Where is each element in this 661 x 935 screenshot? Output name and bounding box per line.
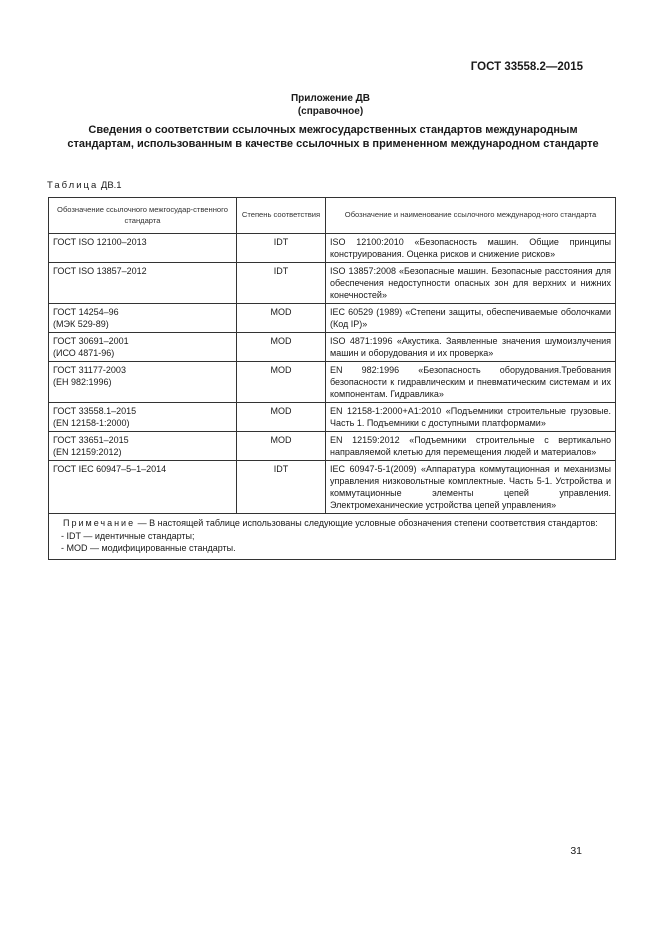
note-label: Примечание xyxy=(63,518,136,528)
note-item-idt: - IDT — идентичные стандарты; xyxy=(61,530,195,541)
table-caption-id: ДВ.1 xyxy=(100,180,122,191)
international-standard-cell: EN 12159:2012 «Подъемники строительные с вертикально направляемой клетью для перемещения людей и материалов» xyxy=(326,432,616,461)
degree-cell: MOD xyxy=(237,432,326,461)
page-number: 31 xyxy=(570,845,582,857)
table-row xyxy=(49,362,616,403)
national-code: ГОСТ 31177-2003 xyxy=(53,365,126,375)
degree-cell: IDT xyxy=(237,461,326,514)
table-row xyxy=(49,461,616,514)
national-code: ГОСТ IEC 60947–5–1–2014 xyxy=(53,464,167,474)
international-standard-cell: ISO 13857:2008 «Безопасные машин. Безопасные расстояния для обеспечения недоступности опасных зон для верхних и нижних конечностей» xyxy=(326,263,616,304)
table-note-row xyxy=(49,514,616,560)
table-row xyxy=(49,304,616,333)
international-standard-cell: ISO 12100:2010 «Безопасность машин. Общие принципы конструирования. Оценка рисков и снижение рисков» xyxy=(326,234,616,263)
national-alt-code: (МЭК 529-89) xyxy=(53,319,109,329)
column-header-international: Обозначение и наименование ссылочного международ-ного стандарта xyxy=(326,198,616,234)
national-standard-cell xyxy=(49,403,237,432)
column-header-degree: Степень соответствия xyxy=(237,198,326,234)
note-body: — В настоящей таблице использованы следующие условные обозначения степени соответствия стандартов: xyxy=(135,518,598,528)
degree-cell: MOD xyxy=(237,362,326,403)
table-header-row xyxy=(49,198,616,234)
degree-cell: MOD xyxy=(237,333,326,362)
international-standard-cell: ISO 4871:1996 «Акустика. Заявленные значения шумоизлучения машин и оборудования и их проверка» xyxy=(326,333,616,362)
international-standard-cell: IEC 60529 (1989) «Степени защиты, обеспечиваемые оболочками (Код IP)» xyxy=(326,304,616,333)
national-code: ГОСТ 33558.1–2015 xyxy=(53,406,137,416)
table-row xyxy=(49,234,616,263)
national-alt-code: (ЕН 982:1996) xyxy=(53,377,112,387)
main-title: Сведения о соответствии ссылочных межгосударственных стандартов международным стандартам, использованным в качестве ссылочных в примененном международном стандарте xyxy=(67,124,599,150)
table-row xyxy=(49,432,616,461)
national-standard-cell xyxy=(49,333,237,362)
degree-cell: IDT xyxy=(237,234,326,263)
national-standard-cell xyxy=(49,461,237,514)
annex-title: Приложение ДВ xyxy=(290,93,371,104)
degree-cell: MOD xyxy=(237,403,326,432)
national-code: ГОСТ 14254–96 xyxy=(53,307,119,317)
table-caption-prefix: Таблица xyxy=(47,180,99,191)
table-row xyxy=(49,263,616,304)
national-standard-cell xyxy=(49,362,237,403)
international-standard-cell: EN 12158-1:2000+A1:2010 «Подъемники строительные грузовые. Часть 1. Подъемники с доступными платформами» xyxy=(326,403,616,432)
national-code: ГОСТ 30691–2001 xyxy=(53,336,129,346)
note-text xyxy=(55,517,609,530)
table-row xyxy=(49,403,616,432)
standards-table xyxy=(48,197,616,560)
note-item-mod: - MOD — модифицированные стандарты. xyxy=(61,543,236,553)
international-standard-cell: EN 982:1996 «Безопасность оборудования.Требования безопасности к гидравлическим и пневматическим системам и их компонентам. Гидравлика» xyxy=(326,362,616,403)
degree-cell: MOD xyxy=(237,304,326,333)
national-standard-cell xyxy=(49,432,237,461)
column-header-national: Обозначение ссылочного межгосудар-ственного стандарта xyxy=(49,198,237,234)
national-standard-cell xyxy=(49,304,237,333)
international-standard-cell: IEC 60947-5-1(2009) «Аппаратура коммутационная и механизмы управления низковольтные комплектные. Часть 5-1. Устройства и коммутационные элементы цепей управления. Электромеханические устройства цепей управления» xyxy=(326,461,616,514)
annex-subtitle: (справочное) xyxy=(297,106,364,117)
table-row xyxy=(49,333,616,362)
national-standard-cell xyxy=(49,234,237,263)
national-alt-code: (EN 12158-1:2000) xyxy=(53,418,130,428)
annex-heading xyxy=(0,92,661,118)
national-code: ГОСТ ISO 12100–2013 xyxy=(53,237,147,247)
national-standard-cell xyxy=(49,263,237,304)
national-code: ГОСТ 33651–2015 xyxy=(53,435,129,445)
table-caption xyxy=(47,180,122,191)
table-note xyxy=(49,514,616,560)
degree-cell: IDT xyxy=(237,263,326,304)
national-alt-code: (EN 12159:2012) xyxy=(53,447,122,457)
national-code: ГОСТ ISO 13857–2012 xyxy=(53,266,147,276)
document-code: ГОСТ 33558.2—2015 xyxy=(470,61,583,73)
national-alt-code: (ИСО 4871-96) xyxy=(53,348,115,358)
